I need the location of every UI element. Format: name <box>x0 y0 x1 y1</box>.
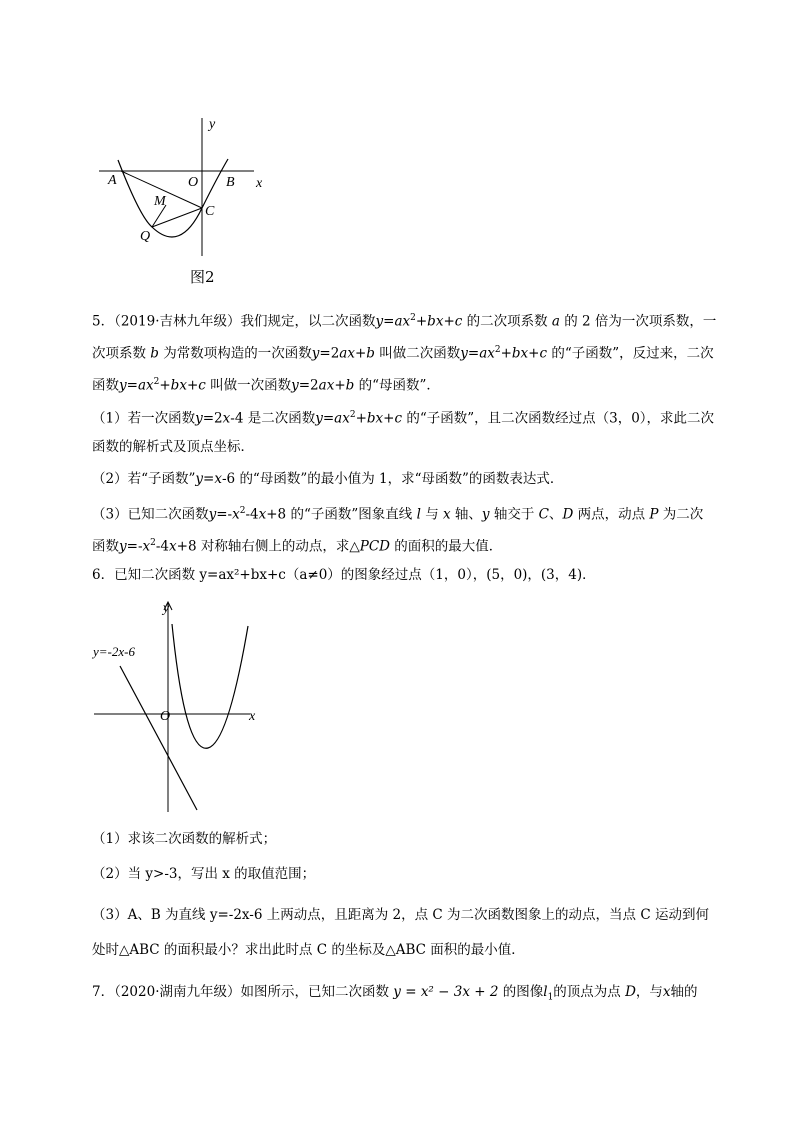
figure-2 <box>96 112 286 262</box>
figure-problem6 <box>90 596 270 816</box>
label-B: B <box>226 175 235 190</box>
p6-q3-line2: 处时△ABC 的面积最小？求出此时点 C 的坐标及△ABC 面积的最小值． <box>92 942 525 958</box>
p5-q3-line2: 函数$y=-x^2-4x+8$ 对称轴右侧上的动点，求△PCD 的面积的最大值． <box>92 538 503 555</box>
p5-q1-line1: （1）若一次函数y=2x-4 是二次函数$y=ax^2+bx+c$ 的“子函数”，且二次函数经过点（3，0），求此二次 <box>92 410 715 427</box>
p5-q1-line2: 函数的解析式及顶点坐标． <box>92 439 254 455</box>
segment-QC <box>152 208 202 227</box>
label-O: O <box>160 709 171 724</box>
p6-q2: （2）当 y>-3，写出 x 的取值范围； <box>92 866 316 882</box>
label-Q: Q <box>140 229 151 244</box>
p6-q1: （1）求该二次函数的解析式； <box>92 831 277 847</box>
p5-q2: （2）若“子函数”y=x-6 的“母函数”的最小值为 1，求“母函数”的函数表达式． <box>92 471 564 487</box>
parabola <box>172 624 248 748</box>
line-y-eq-neg2x-6 <box>120 666 197 810</box>
p5-line1: 5．（2019·吉林九年级）我们规定，以二次函数$y=ax^2+bx+c$ 的二次项系数 a 的 2 倍为一次项系数，一 <box>92 313 717 330</box>
label-M: M <box>154 194 166 209</box>
label-O: O <box>188 175 199 190</box>
label-x: x <box>256 176 263 191</box>
p6-intro: 6．已知二次函数 y=ax²+bx+c（a≠0）的图象经过点（1，0），(5，0)，(3，4)． <box>92 567 596 583</box>
label-A: A <box>108 173 117 188</box>
label-x: x <box>249 709 256 724</box>
figure-caption: 图2 <box>190 268 215 286</box>
label-y: y <box>209 117 216 132</box>
p7-line1: 7．（2020·湖南九年级）如图所示，已知二次函数 y = x² − 3x + 2 的图像$l_1$的顶点为点 D，与x轴的 <box>92 984 698 1003</box>
label-C: C <box>205 204 215 219</box>
p5-line3: 函数$y=ax^2+bx+c$ 叫做一次函数y=2ax+b 的“母函数”． <box>92 377 440 394</box>
p5-q3-line1: （3）已知二次函数$y=-x^2-4x+8$ 的“子函数”图象直线 l 与 x 轴、y 轴交于 C、D 两点，动点 P 为二次 <box>92 506 704 523</box>
p5-line2: 次项系数 b 为常数项构造的一次函数y=2ax+b 叫做二次函数$y=ax^2+bx+c$ 的“子函数”，反过来，二次 <box>92 345 714 362</box>
p6-q3-line1: （3）A、B 为直线 y=-2x-6 上两动点，且距离为 2，点 C 为二次函数图象上的动点，当点 C 运动到何 <box>92 907 709 923</box>
label-y: y <box>163 601 170 616</box>
label-line: y=-2x-6 <box>93 644 135 659</box>
